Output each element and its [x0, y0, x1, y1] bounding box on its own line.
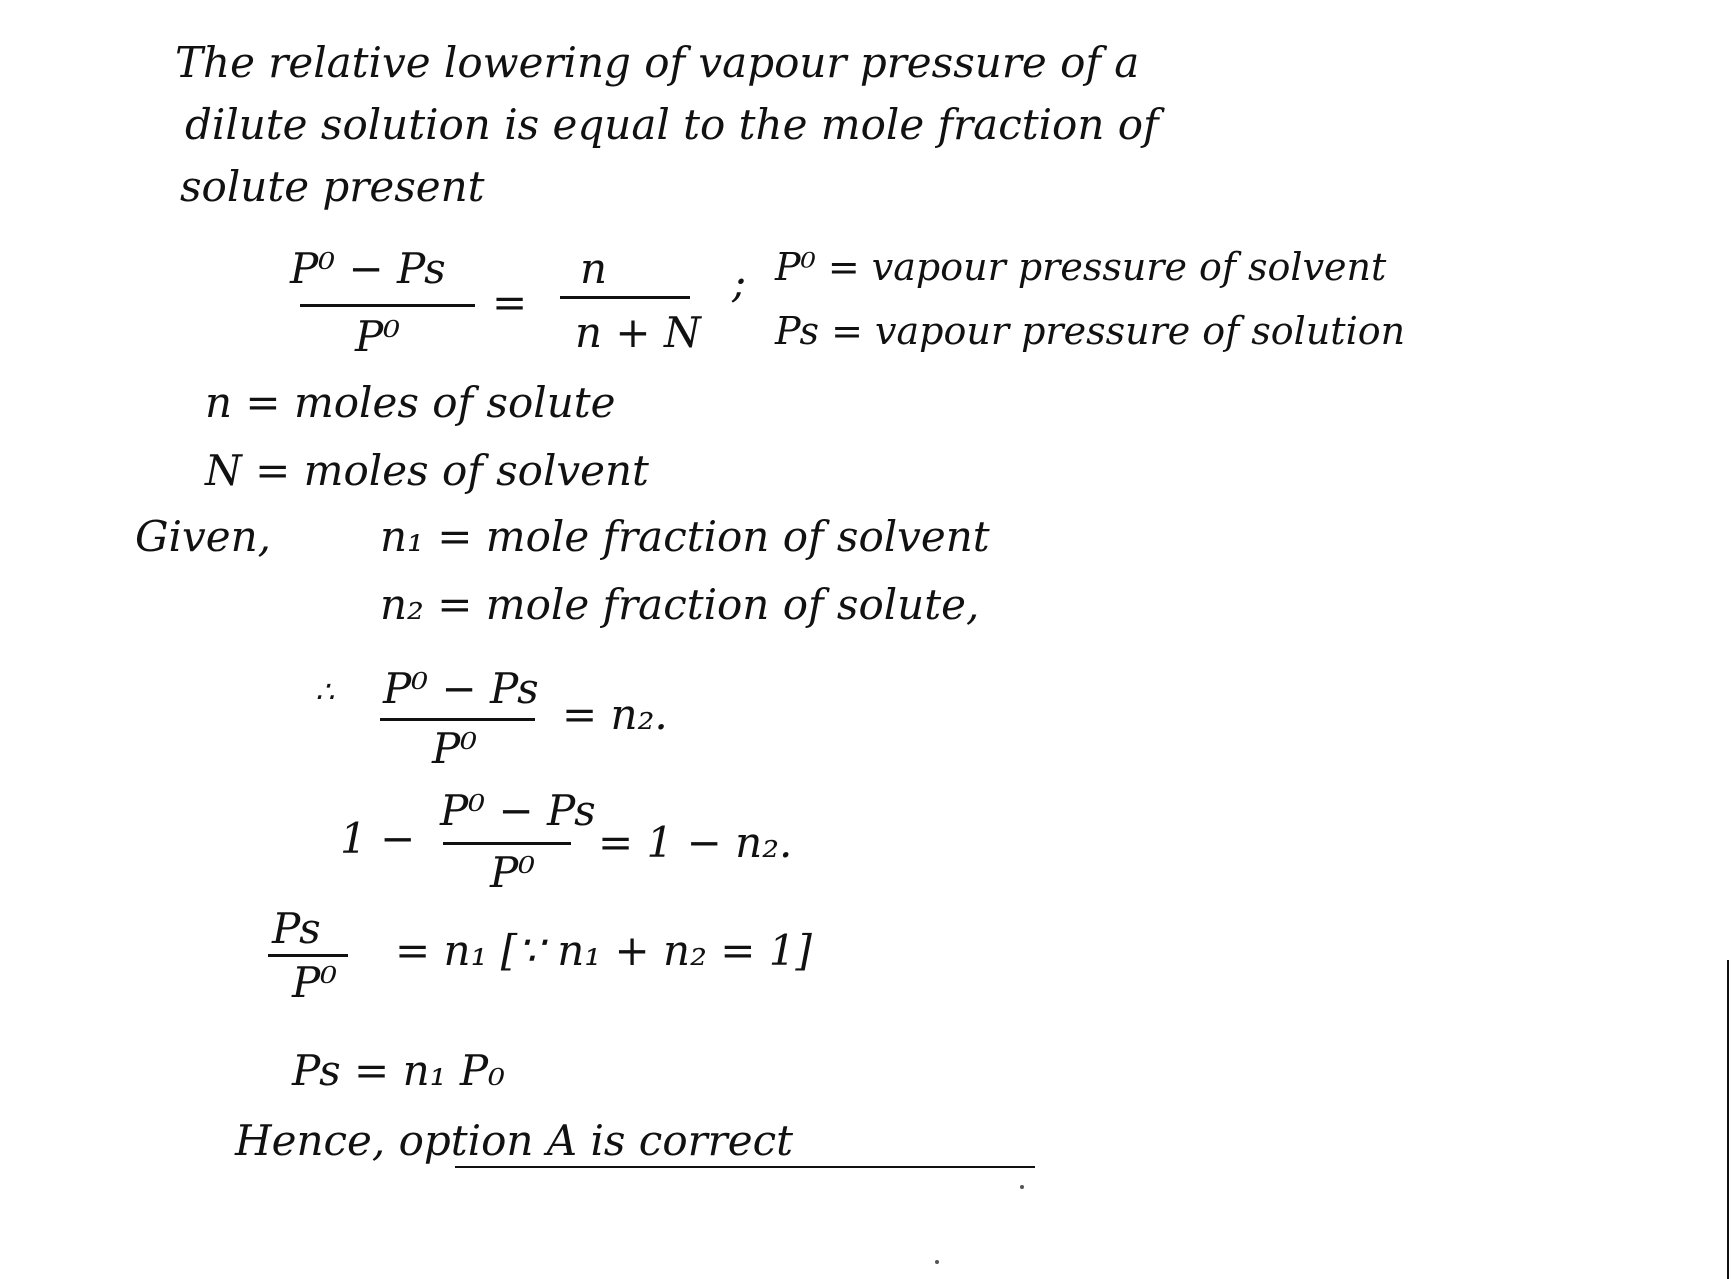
scan-speck: [935, 1260, 939, 1264]
formula1-equals: =: [492, 278, 528, 327]
formula1-rhs-denominator: n + N: [575, 308, 701, 357]
given-n2: n₂ = mole fraction of solute,: [380, 580, 980, 629]
given-label: Given,: [135, 512, 271, 561]
given-n1: n₁ = mole fraction of solvent: [380, 512, 990, 561]
step3-denominator: P⁰: [292, 958, 338, 1007]
definition-N: N = moles of solvent: [205, 446, 649, 495]
definition-p0: P⁰ = vapour pressure of solvent: [775, 245, 1387, 289]
step2-rhs: = 1 − n₂.: [598, 818, 793, 867]
step3-fraction-bar: [268, 954, 348, 957]
step2-numerator: P⁰ − Ps: [440, 786, 596, 835]
step3-rhs: = n₁ [∵ n₁ + n₂ = 1]: [395, 926, 812, 975]
formula1-fraction-bar: [300, 304, 475, 307]
step1-rhs: = n₂.: [562, 690, 668, 739]
formula1-numerator: P⁰ − Ps: [290, 244, 446, 293]
formula1-separator: ;: [732, 258, 747, 307]
step2-fraction-bar: [443, 842, 571, 845]
scan-speck: [1020, 1185, 1024, 1189]
formula1-denominator: P⁰: [355, 312, 401, 361]
conclusion-text: Hence, option A is correct: [235, 1116, 794, 1165]
step1-numerator: P⁰ − Ps: [383, 664, 539, 713]
intro-line-3: solute present: [180, 162, 485, 211]
step4-equation: Ps = n₁ P₀: [292, 1046, 505, 1095]
formula1-rhs-fraction-bar: [560, 296, 690, 299]
intro-line-1: The relative lowering of vapour pressure of a: [175, 38, 1140, 87]
step1-denominator: P⁰: [432, 724, 478, 773]
step2-denominator: P⁰: [490, 848, 536, 897]
definition-n: n = moles of solute: [205, 378, 616, 427]
step1-fraction-bar: [380, 718, 535, 721]
scan-edge-line: [1727, 960, 1729, 1279]
step2-prefix: 1 −: [340, 814, 416, 863]
formula1-rhs-numerator: n: [580, 244, 608, 293]
step3-numerator: Ps: [272, 904, 321, 953]
definition-ps: Ps = vapour pressure of solution: [775, 309, 1406, 353]
conclusion-underline: [455, 1166, 1035, 1168]
therefore-symbol: ∴: [315, 675, 335, 710]
intro-line-2: dilute solution is equal to the mole fraction of: [185, 100, 1159, 149]
